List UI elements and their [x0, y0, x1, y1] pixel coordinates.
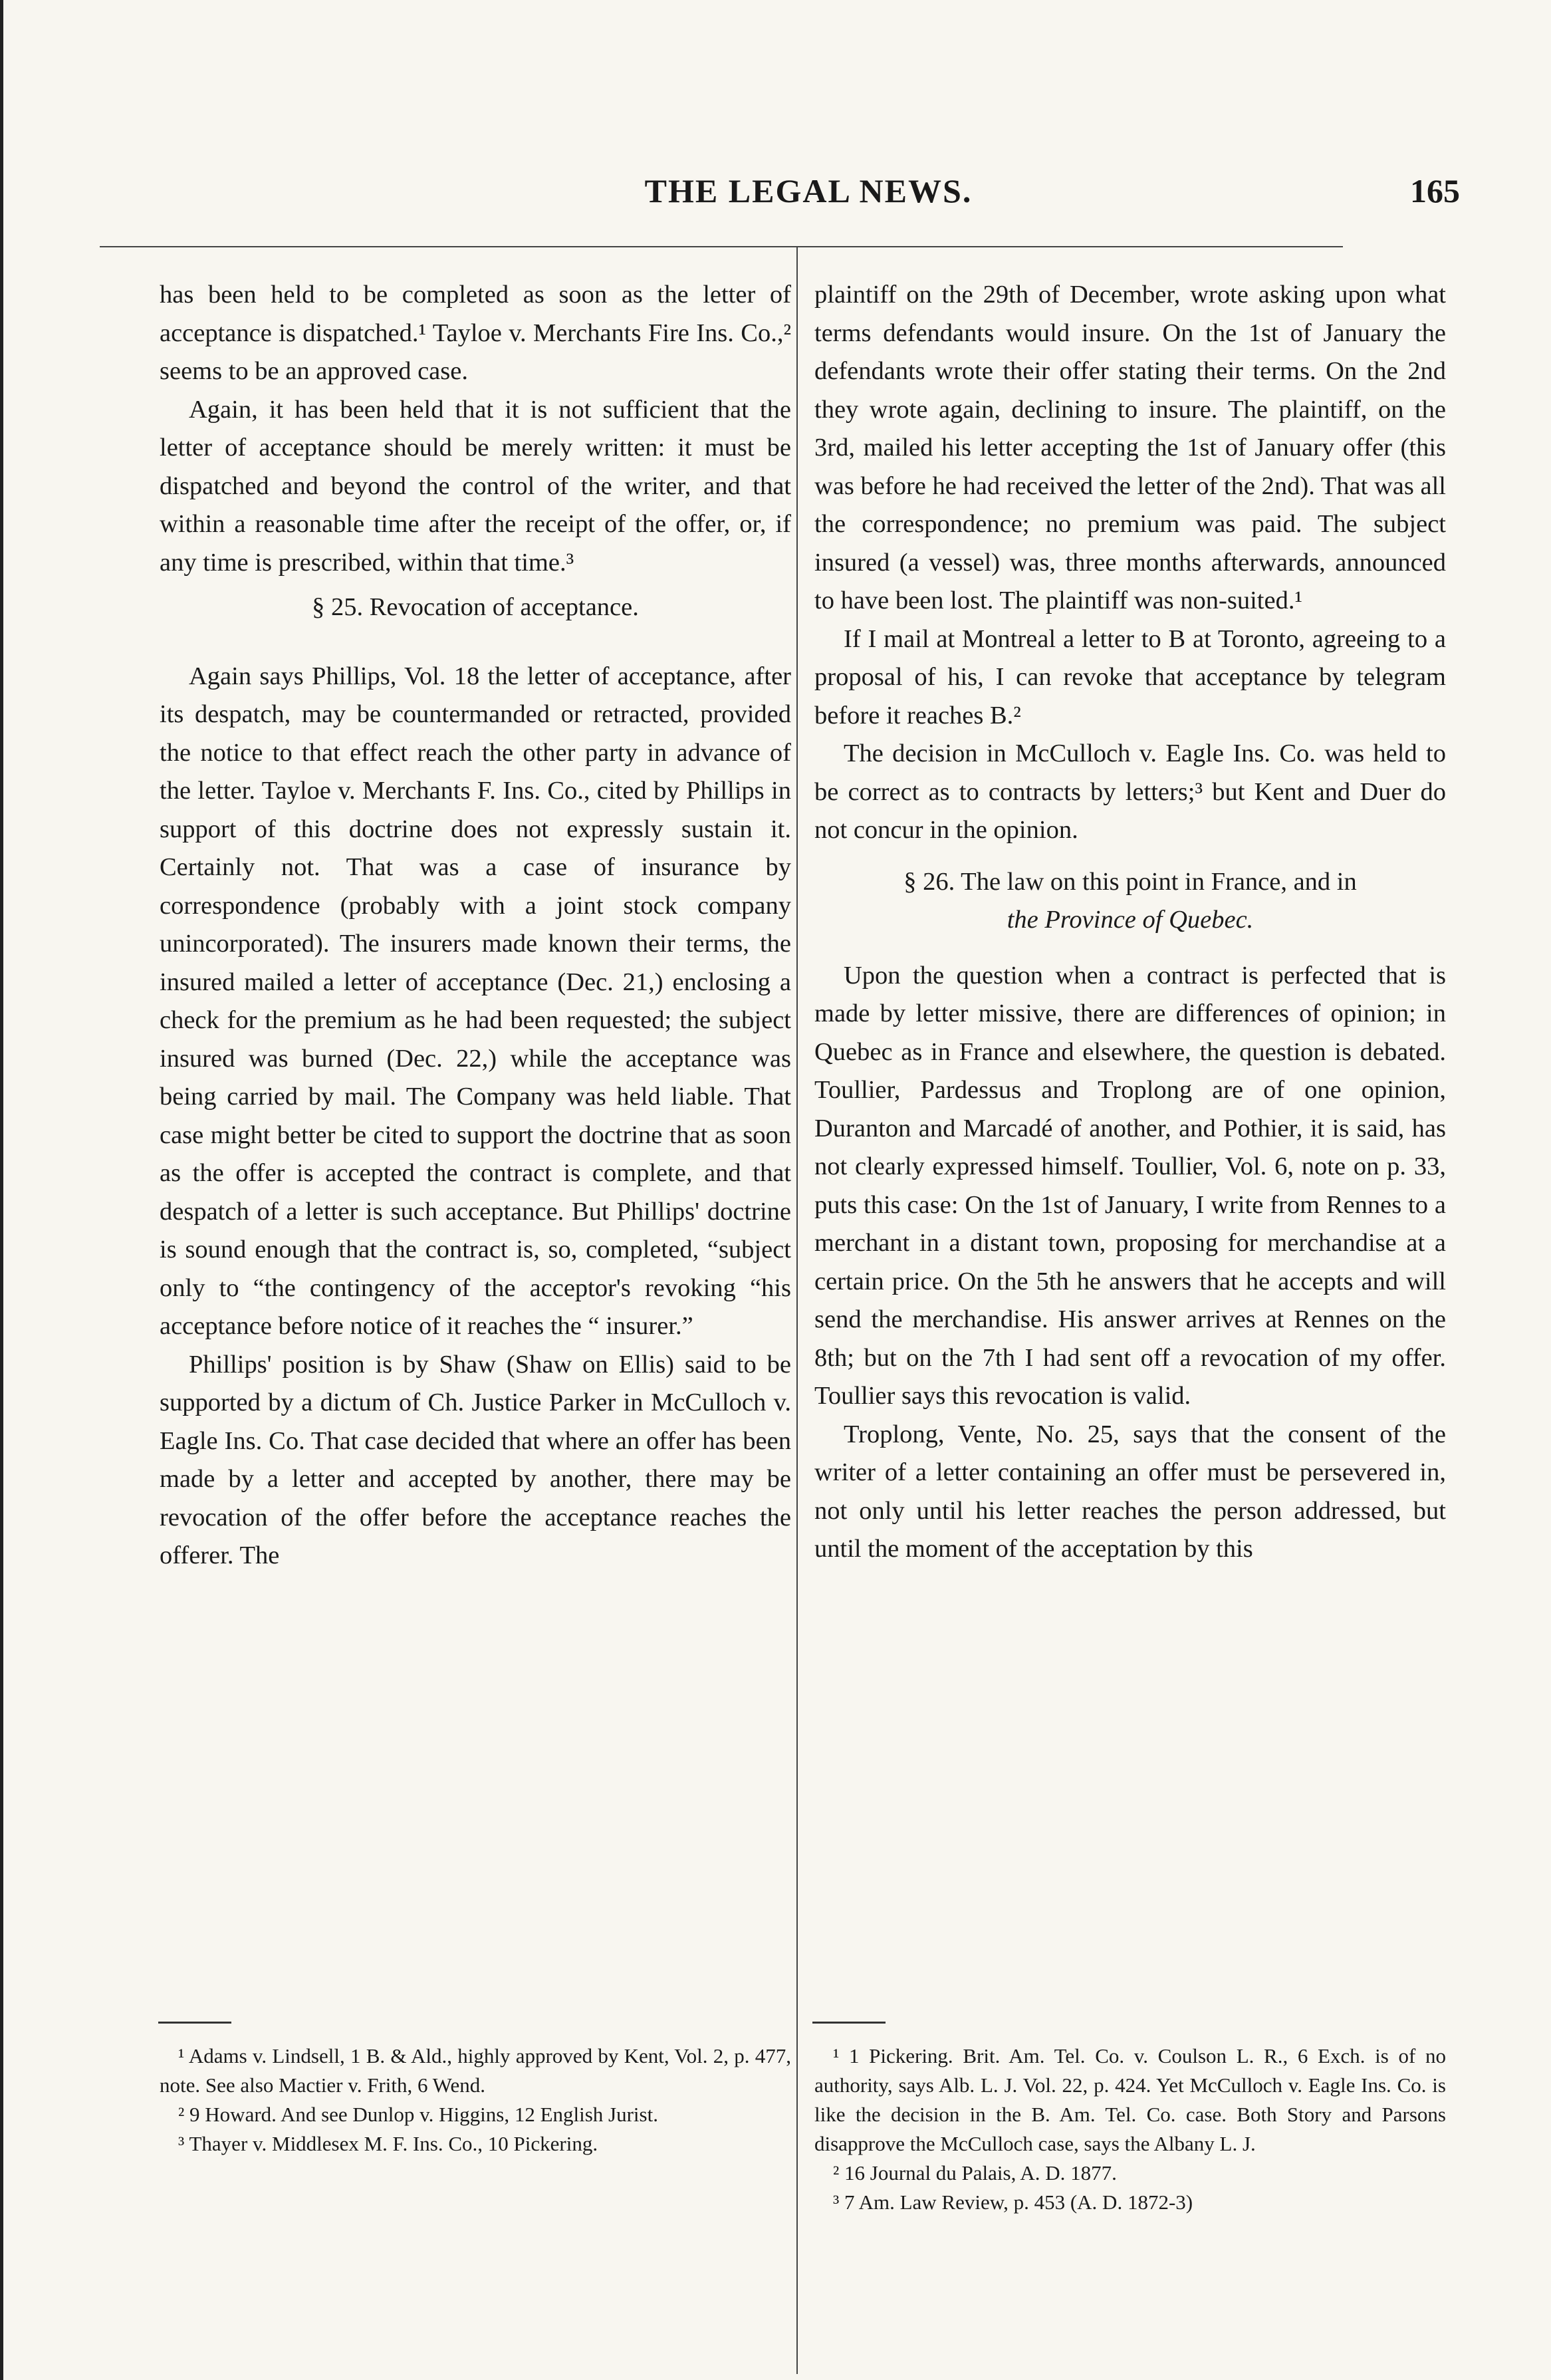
page-number: 165 — [1410, 172, 1460, 209]
section-heading-26 — [814, 863, 1446, 940]
footnotes-left — [160, 2042, 791, 2159]
section-heading-line: the Province of Quebec. — [1007, 906, 1254, 934]
footnotes-right — [814, 2042, 1446, 2217]
paragraph: Again, it has been held that it is not sufficient that the letter of acceptance should be merely written: it must be dispatched and beyond the control of the writer, and that within a reasonable time after the receipt of the offer, or, if any time is prescribed, within that time.³ — [160, 395, 791, 577]
paragraph: Phillips' position is by Shaw (Shaw on Ellis) said to be supported by a dictum of Ch. Justice Parker in McCulloch v. Eagle Ins. Co. That case decided that where an offer has been made by a letter and accepted by another, there may be revocation of the offer before the acceptance reaches the offerer. The — [160, 1350, 791, 1569]
footnote-rule — [158, 2022, 231, 2024]
footnote: ² 9 Howard. And see Dunlop v. Higgins, 12 English Jurist. — [178, 2103, 658, 2126]
footnote: ³ Thayer v. Middlesex M. F. Ins. Co., 10 Pickering. — [178, 2132, 598, 2155]
footnote: ¹ 1 Pickering. Brit. Am. Tel. Co. v. Coulson L. R., 6 Exch. is of no authority, says Alb. L. J. Vol. 22, p. 424. Yet McCulloch v. Eagle Ins. Co. is like the decision in the B. Am. Tel. Co. case. Both Story and Parsons disapprove the McCulloch case, says the Albany L. J. — [814, 2044, 1446, 2155]
header-rule — [100, 246, 1343, 247]
footnote: ¹ Adams v. Lindsell, 1 B. & Ald., highly approved by Kent, Vol. 2, p. 477, note. See also Mactier v. Frith, 6 Wend. — [160, 2044, 791, 2097]
paragraph: Again says Phillips, Vol. 18 the letter of acceptance, after its despatch, may be countermanded or retracted, provided the notice to that effect reach the other party in advance of the letter. Tayloe v. Merchants F. Ins. Co., cited by Phillips in support of this doctrine does not expressly sustain it. Certainly not. That was a case of insurance by correspondence (probably with a joint stock company unincorporated). The insurers made known their terms, the insured mailed a letter of acceptance (Dec. 21,) enclosing a check for the premium as he had been requested; the subject insured was burned (Dec. 22,) while the acceptance was being carried by mail. The Company was held liable. That case might better be cited to support the doctrine that as soon as the offer is accepted the contract is complete, and that despatch of a letter is such acceptance. But Phillips' doctrine is sound enough that the contract is, so, completed, “subject only to “the contingency of the acceptor's revoking “his acceptance before notice of it reaches the “ insurer.” — [160, 662, 791, 1340]
page-edge-rule — [0, 0, 3, 2380]
paragraph: If I mail at Montreal a letter to B at Toronto, agreeing to a proposal of his, I can revoke that acceptance by telegram before it reaches B.² — [814, 624, 1446, 729]
section-heading-line: § 26. The law on this point in France, and in — [903, 867, 1357, 896]
right-column — [814, 276, 1446, 1569]
left-column — [160, 276, 791, 1575]
section-heading-25 — [160, 589, 791, 627]
footnote-rule — [812, 2022, 886, 2024]
paragraph: plaintiff on the 29th of December, wrote asking upon what terms defendants would insure. On the 1st of January the defendants wrote their offer stating their terms. On the 2nd they wrote again, declining to insure. The plaintiff, on the 3rd, mailed his letter accepting the 1st of January offer (this was before he had received the letter of the 2nd). That was all the correspondence; no premium was paid. The subject insured (a vessel) was, three months afterwards, announced to have been lost. The plaintiff was non-suited.¹ — [814, 281, 1446, 614]
column-divider — [796, 246, 798, 2374]
journal-title: THE LEGAL NEWS. — [644, 172, 973, 209]
paragraph: has been held to be completed as soon as the letter of acceptance is dispatched.¹ Tayloe v. Merchants Fire Ins. Co.,² seems to be an approved case. — [160, 281, 791, 385]
running-header — [157, 172, 1460, 231]
paragraph: Troplong, Vente, No. 25, says that the consent of the writer of a letter containing an offer must be persevered in, not only until his letter reaches the person addressed, but until the moment of the acceptation by this — [814, 1420, 1446, 1563]
footnote: ² 16 Journal du Palais, A. D. 1877. — [833, 2161, 1117, 2184]
paragraph: The decision in McCulloch v. Eagle Ins. Co. was held to be correct as to contracts by letters;³ but Kent and Duer do not concur in the opinion. — [814, 739, 1446, 844]
paragraph: Upon the question when a contract is perfected that is made by letter missive, there are differences of opinion; in Quebec as in France and elsewhere, the question is debated. Toullier, Pardessus and Troplong are of one opinion, Duranton and Marcadé of another, and Pothier, it is said, has not clearly expressed himself. Toullier, Vol. 6, note on p. 33, puts this case: On the 1st of January, I write from Rennes to a merchant in a distant town, proposing for merchandise at a certain price. On the 5th he answers that he accepts and will send the merchandise. His answer arrives at Rennes on the 8th; but on the 7th I had sent off a revocation of my offer. Toullier says this revocation is valid. — [814, 961, 1446, 1410]
footnote: ³ 7 Am. Law Review, p. 453 (A. D. 1872-3) — [833, 2190, 1193, 2214]
section-heading-text: § 25. Revocation of acceptance. — [312, 593, 639, 621]
